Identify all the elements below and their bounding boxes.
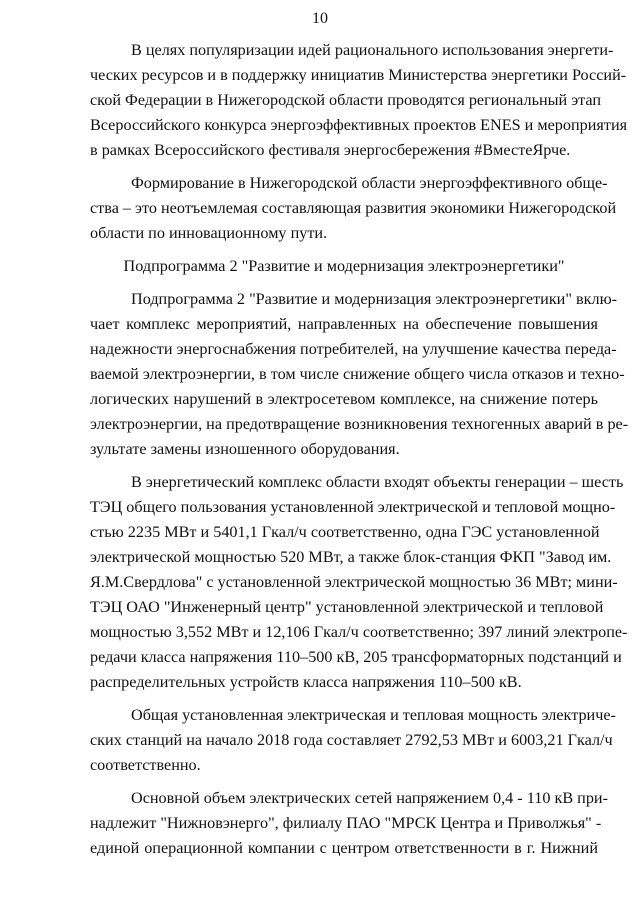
- text-line: Я.М.Свердлова" с установленной электрической мощностью 36 МВт; мини-: [90, 573, 618, 591]
- paragraph-subprogram-description: [90, 287, 629, 462]
- text-line: единой операционной компании с центром ответственности в г. Нижний: [90, 839, 598, 857]
- text-line: надежности энергоснабжения потребителей, на улучшение качества переда-: [90, 340, 617, 358]
- text-line: Формирование в Нижегородской области энергоэффективного обще-: [131, 174, 608, 192]
- text-line: стью 2235 МВт и 5401,1 Гкал/ч соответственно, одна ГЭС установленной: [90, 523, 600, 541]
- text-line: ства – это неотъемлемая составляющая развития экономики Нижегородской: [90, 199, 617, 217]
- text-line: ваемой электроэнергии, в том числе снижение общего числа отказов и техно-: [90, 365, 625, 383]
- text-line: ТЭЦ ОАО "Инженерный центр" установленной электрической и тепловой: [90, 598, 604, 616]
- text-line: распределительных устройств класса напряжения 110–500 кВ.: [90, 673, 522, 691]
- paragraph-energy-complex: [90, 470, 628, 695]
- text-line: Всероссийского конкурса энергоэффективных проектов ENES и мероприятия: [90, 116, 628, 134]
- paragraph-electric-networks: [90, 786, 608, 861]
- text-line: Основной объем электрических сетей напряжением 0,4 - 110 кВ при-: [131, 789, 608, 807]
- text-line: ческих ресурсов и в поддержку инициатив Министерства энергетики Россий-: [90, 66, 627, 84]
- text-line: логических нарушений в электросетевом комплексе, на снижение потерь: [90, 390, 598, 408]
- text-line: редачи класса напряжения 110–500 кВ, 205 трансформаторных подстанций и: [90, 648, 622, 666]
- text-line: электрической мощностью 520 МВт, а также блок-станция ФКП "Завод им.: [90, 548, 612, 566]
- page-number: 10: [312, 10, 328, 27]
- text-line: Общая установленная электрическая и тепловая мощность электриче-: [131, 706, 616, 724]
- text-line: области по инновационному пути.: [90, 224, 328, 242]
- text-line: мощностью 3,552 МВт и 12,106 Гкал/ч соответственно; 397 линий электропе-: [90, 623, 628, 641]
- text-line: в рамках Всероссийского фестиваля энергосбережения #ВместеЯрче.: [90, 141, 571, 159]
- document-body: [90, 38, 629, 869]
- paragraph-installed-capacity: [90, 703, 616, 778]
- text-line: электроэнергии, на предотвращение возникновения техногенных аварий в ре-: [90, 415, 629, 433]
- paragraph-energy-efficient-society: [90, 171, 617, 246]
- text-line: В энергетический комплекс области входят объекты генерации – шесть: [131, 473, 624, 491]
- text-line: ской Федерации в Нижегородской области проводятся региональный этап: [90, 91, 602, 109]
- text-line: чает комплекс мероприятий, направленных на обеспечение повышения: [90, 315, 598, 333]
- text-line: В целях популяризации идей рационального использования энергети-: [131, 41, 614, 59]
- paragraph-enes-contest: [90, 38, 628, 163]
- subprogram-heading: Подпрограмма 2 "Развитие и модернизация электроэнергетики": [123, 257, 565, 275]
- text-line: ских станций на начало 2018 года составляет 2792,53 МВт и 6003,21 Гкал/ч: [90, 731, 613, 749]
- text-line: Подпрограмма 2 "Развитие и модернизация электроэнергетики" вклю-: [131, 290, 618, 308]
- text-line: ТЭЦ общего пользования установленной электрической и тепловой мощно-: [90, 498, 616, 516]
- text-line: зультате замены изношенного оборудования.: [90, 440, 400, 458]
- text-line: соответственно.: [90, 756, 201, 774]
- text-line: надлежит "Нижновэнерго", филиалу ПАО "МРСК Центра и Приволжья" -: [90, 814, 602, 832]
